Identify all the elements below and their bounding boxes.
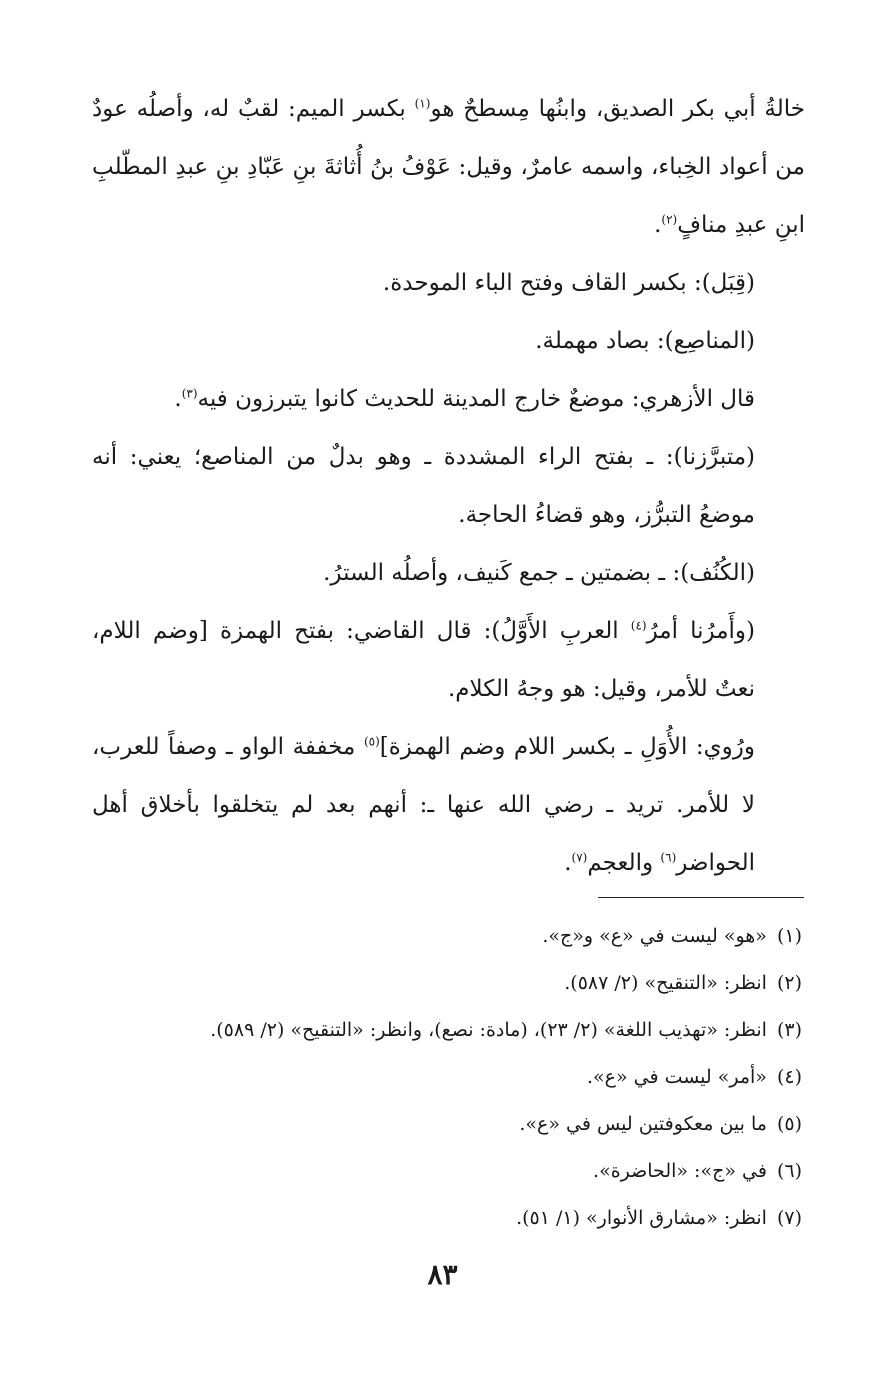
paragraph-8-text-a: ورُوي: الأُوَلِ ـ بكسر اللام وضم الهمزة] — [379, 734, 755, 760]
footnote-number: (٥) — [776, 1113, 802, 1135]
paragraph-8-text-b: مخففة الواو ـ وصفاً للعرب، لا للأمر. تريد ـ رضي الله عنها ـ: أنهم بعد لم يتخلقوا بأخلاق أهل الحواضر — [92, 734, 755, 876]
footnote-separator — [598, 897, 804, 898]
footnote-text: «أمر» ليست في «ع». — [586, 1066, 767, 1088]
footnote-text: «هو» ليست في «ع» و«ج». — [542, 925, 767, 947]
footnote-5 — [92, 1101, 805, 1148]
footnote-text: انظر: «مشارق الأنوار» (١/ ٥١). — [516, 1207, 767, 1229]
paragraph-4-text: قال الأزهري: موضعٌ خارج المدينة للحديث كانوا يتبرزون فيه — [197, 386, 755, 412]
footnote-2 — [92, 960, 805, 1007]
footnote-3 — [92, 1007, 805, 1054]
paragraph-1-text-b: بكسر الميم: لقبٌ له، وأصلُه عودٌ من أعواد الخِباء، واسمه عامرٌ، وقيل: عَوْفُ بنُ أُثاثةَ بنِ عَبّادِ بنِ عبدِ المطّلبِ ابنِ عبدِ منافٍ — [92, 96, 805, 238]
paragraph-1-text-a: خالةُ أبي بكر الصديق، وابنُها مِسطحٌ هو — [430, 96, 805, 122]
footnote-number: (٧) — [776, 1207, 802, 1229]
footnote-ref-5: (٥) — [363, 734, 380, 749]
footnote-4 — [92, 1054, 805, 1101]
paragraph-7-text-a: (وأَمرُنا أمرُ — [646, 618, 756, 644]
paragraph-8-text-c: والعجم — [587, 850, 661, 876]
footnote-text: انظر: «التنقيح» (٢/ ٥٨٧). — [564, 972, 767, 994]
footnotes — [92, 913, 805, 1242]
footnote-ref-1: (١) — [414, 96, 431, 111]
paragraph-7-text-b: العربِ الأَوَّلُ): قال القاضي: بفتح الهمزة [وضم اللام، نعتٌ للأمر، وقيل: هو وجهُ الكلام. — [92, 618, 755, 702]
paragraph-8 — [92, 718, 805, 892]
main-text — [92, 80, 805, 892]
footnote-number: (١) — [776, 925, 802, 947]
footnote-text: في «ج»: «الحاضرة». — [593, 1160, 767, 1182]
footnote-ref-4: (٤) — [630, 618, 647, 633]
paragraph-5: (متبرَّزنا): ـ بفتح الراء المشددة ـ وهو بدلٌ من المناصع؛ يعني: أنه موضعُ التبرُّز، وهو قضاءُ الحاجة. — [92, 444, 755, 528]
footnote-ref-3: (٣) — [181, 386, 198, 401]
page-number: ٨٣ — [427, 1258, 458, 1291]
paragraph-6: (الكُنُف): ـ بضمتين ـ جمع كَنيف، وأصلُه السترُ. — [323, 560, 755, 586]
footnote-text: انظر: «تهذيب اللغة» (٢/ ٢٣)، (مادة: نصع)، وانظر: «التنقيح» (٢/ ٥٨٩). — [210, 1019, 767, 1041]
footnote-ref-6: (٦) — [660, 850, 677, 865]
paragraph-4 — [92, 370, 805, 428]
paragraph-1-end: . — [654, 212, 662, 238]
footnote-ref-2: (٢) — [661, 212, 678, 227]
paragraph-7 — [92, 602, 805, 718]
footnote-number: (٦) — [776, 1160, 802, 1182]
footnote-number: (٣) — [776, 1019, 802, 1041]
footnote-7 — [92, 1195, 805, 1242]
paragraph-4-end: . — [174, 386, 182, 412]
footnote-ref-7: (٧) — [571, 850, 588, 865]
footnote-number: (٢) — [776, 972, 802, 994]
footnote-1 — [92, 913, 805, 960]
paragraph-1 — [92, 80, 805, 254]
footnote-6 — [92, 1148, 805, 1195]
paragraph-2: (قِبَل): بكسر القاف وفتح الباء الموحدة. — [382, 270, 755, 296]
paragraph-8-end: . — [564, 850, 572, 876]
footnote-text: ما بين معكوفتين ليس في «ع». — [519, 1113, 767, 1135]
paragraph-3: (المناصِع): بصاد مهملة. — [535, 328, 755, 354]
footnote-number: (٤) — [776, 1066, 802, 1088]
